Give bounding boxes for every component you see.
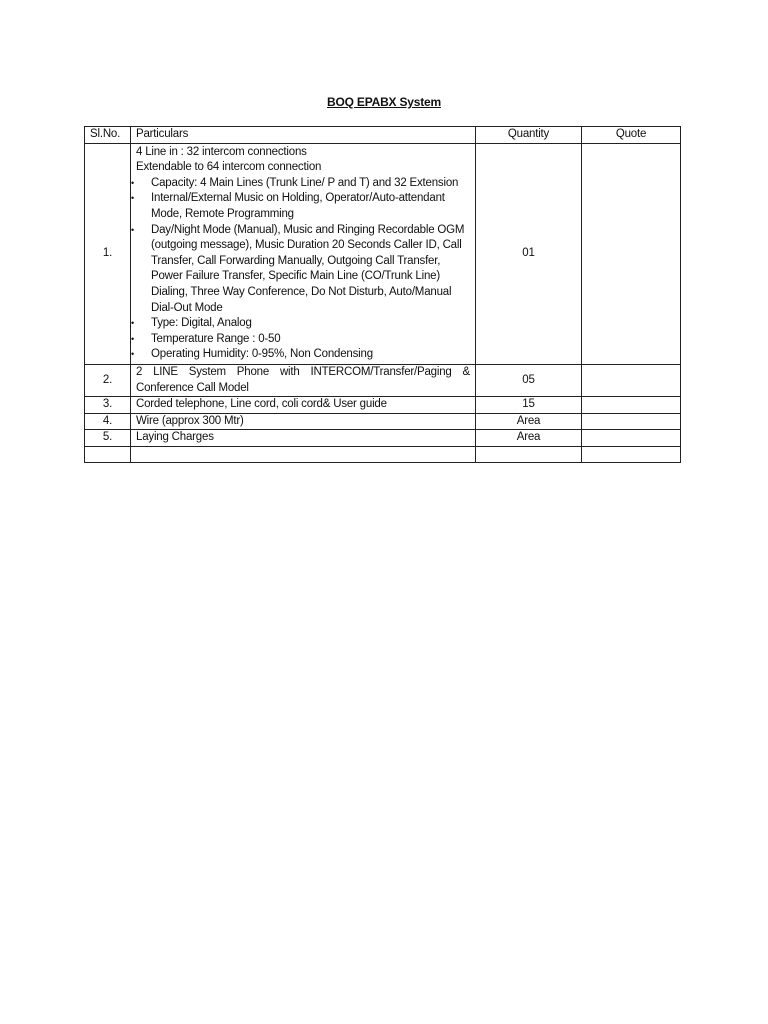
sl-no-cell: 4. [85, 413, 131, 430]
quantity-cell: 15 [476, 397, 582, 414]
quote-cell [582, 364, 681, 396]
quote-cell [582, 397, 681, 414]
header-quote: Quote [582, 127, 681, 144]
particulars-cell [131, 143, 476, 364]
quote-cell [582, 143, 681, 364]
particulars-intro-line: Extendable to 64 intercom connection [136, 161, 322, 174]
table-row [85, 143, 681, 364]
feature-list [136, 176, 470, 363]
quantity-cell: 01 [476, 143, 582, 364]
boq-table [84, 126, 681, 463]
quote-cell [582, 446, 681, 462]
quote-cell [582, 413, 681, 430]
quantity-cell [476, 446, 582, 462]
particulars-cell: 2 LINE System Phone with INTERCOM/Transfer/Paging & Conference Call Model [131, 364, 476, 396]
particulars-cell [131, 446, 476, 462]
quote-cell [582, 430, 681, 447]
feature-item: • Internal/External Music on Holding, Operator/Auto-attendant Mode, Remote Programming [136, 191, 470, 222]
feature-item: • Temperature Range : 0-50 [136, 332, 470, 348]
table-row [85, 430, 681, 447]
particulars-cell: Laying Charges [131, 430, 476, 447]
header-sl-no: Sl.No. [85, 127, 131, 144]
table-row [85, 364, 681, 396]
sl-no-cell: 5. [85, 430, 131, 447]
table-row [85, 397, 681, 414]
sl-no-cell: 3. [85, 397, 131, 414]
table-header-row [85, 127, 681, 144]
quantity-cell: Area [476, 413, 582, 430]
sl-no-cell: 2. [85, 364, 131, 396]
particulars-cell: Corded telephone, Line cord, coli cord& User guide [131, 397, 476, 414]
quantity-cell: Area [476, 430, 582, 447]
document-title: BOQ EPABX System [327, 95, 441, 109]
header-particulars: Particulars [131, 127, 476, 144]
particulars-intro-line: 4 Line in : 32 intercom connections [136, 145, 307, 158]
sl-no-cell: 1. [85, 143, 131, 364]
feature-item: • Day/Night Mode (Manual), Music and Ringing Recordable OGM (outgoing message), Music Duration 20 Seconds Caller ID, Call Transfer, Call Forwarding Manually, Outgoing Call Transfer, Power Failure Transfer, Specific Main Line (CO/Trunk Line) Dialing, Three Way Conference, Do Not Disturb, Auto/Manual Dial-Out Mode [136, 223, 470, 317]
sl-no-cell [85, 446, 131, 462]
particulars-cell: Wire (approx 300 Mtr) [131, 413, 476, 430]
empty-table-row [85, 446, 681, 462]
header-quantity: Quantity [476, 127, 582, 144]
feature-item: • Type: Digital, Analog [136, 316, 470, 332]
feature-item: • Operating Humidity: 0-95%, Non Condensing [136, 347, 470, 363]
table-row [85, 413, 681, 430]
feature-item: • Capacity: 4 Main Lines (Trunk Line/ P and T) and 32 Extension [136, 176, 470, 192]
quantity-cell: 05 [476, 364, 582, 396]
